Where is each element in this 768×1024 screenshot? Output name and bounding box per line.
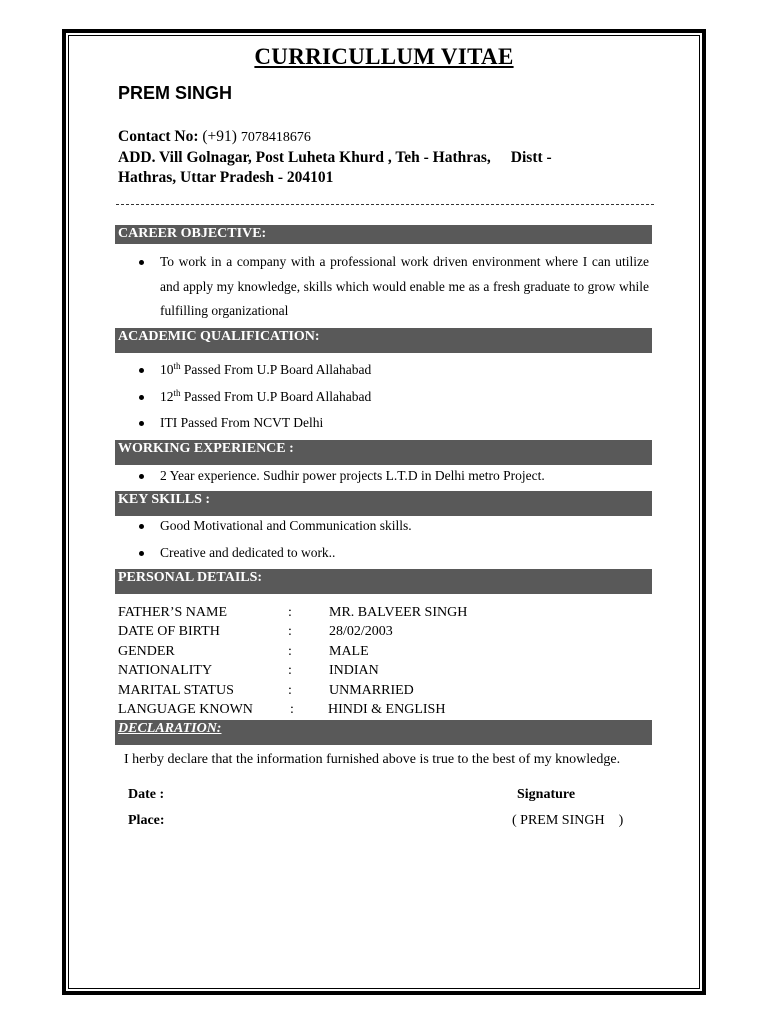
list-item: Creative and dedicated to work.. [137,542,412,569]
detail-row: FATHER’S NAME : MR. BALVEER SINGH [118,605,468,620]
dashed-divider [116,204,654,205]
academic-heading: ACADEMIC QUALIFICATION: [115,328,652,353]
document-title: CURRICULLUM VITAE [254,44,514,69]
signature-label: Signature [517,787,576,802]
detail-row: LANGUAGE KNOWN : HINDI & ENGLISH [118,701,446,717]
detail-row: MARITAL STATUS : UNMARRIED [118,682,414,698]
personal-details-table [118,603,538,719]
contact-line [118,128,311,146]
list-item: Good Motivational and Communication skills. [137,515,412,542]
contact-code: (+91) [202,128,237,145]
place-label: Place: [128,813,165,828]
skills-list [137,515,412,569]
personal-heading: PERSONAL DETAILS: [115,569,652,594]
address-part1: ADD. Vill Golnagar, Post Luheta Khurd , Teh - Hathras, [118,149,491,166]
skills-heading: KEY SKILLS : [115,491,652,516]
address-block [118,148,618,188]
work-list [137,465,545,487]
detail-row: GENDER : MALE [118,643,369,659]
declaration-heading: DECLARATION: [115,720,652,745]
career-objective-list [137,250,649,324]
detail-row: NATIONALITY : INDIAN [118,663,379,679]
address-line2: Hathras, Uttar Pradesh - 204101 [118,169,334,186]
candidate-name: PREM SINGH [118,83,233,103]
career-objective-heading: CAREER OBJECTIVE: [115,225,652,244]
address-part2: Distt - [510,149,552,166]
contact-label: Contact No: [118,128,199,145]
work-heading: WORKING EXPERIENCE : [115,440,652,465]
declaration-text: I herby declare that the information furnished above is true to the best of my knowledge. [124,752,621,767]
list-item: ITI Passed From NCVT Delhi [137,411,371,438]
list-item: 10th Passed From U.P Board Allahabad [137,358,371,385]
list-item: 2 Year experience. Sudhir power projects L.T.D in Delhi metro Project. [137,465,545,487]
academic-list [137,358,371,438]
career-objective-text: To work in a company with a professional work driven environment where I can utilize and apply my knowledge, skills which would enable me as a fresh graduate to grow while fulfilling organizational [137,250,649,324]
contact-number: 7078418676 [240,130,311,145]
list-item: 12th Passed From U.P Board Allahabad [137,385,371,412]
detail-row: DATE OF BIRTH : 28/02/2003 [118,624,393,640]
date-label: Date : [128,787,165,802]
signature-name: ( PREM SINGH ) [512,813,624,828]
